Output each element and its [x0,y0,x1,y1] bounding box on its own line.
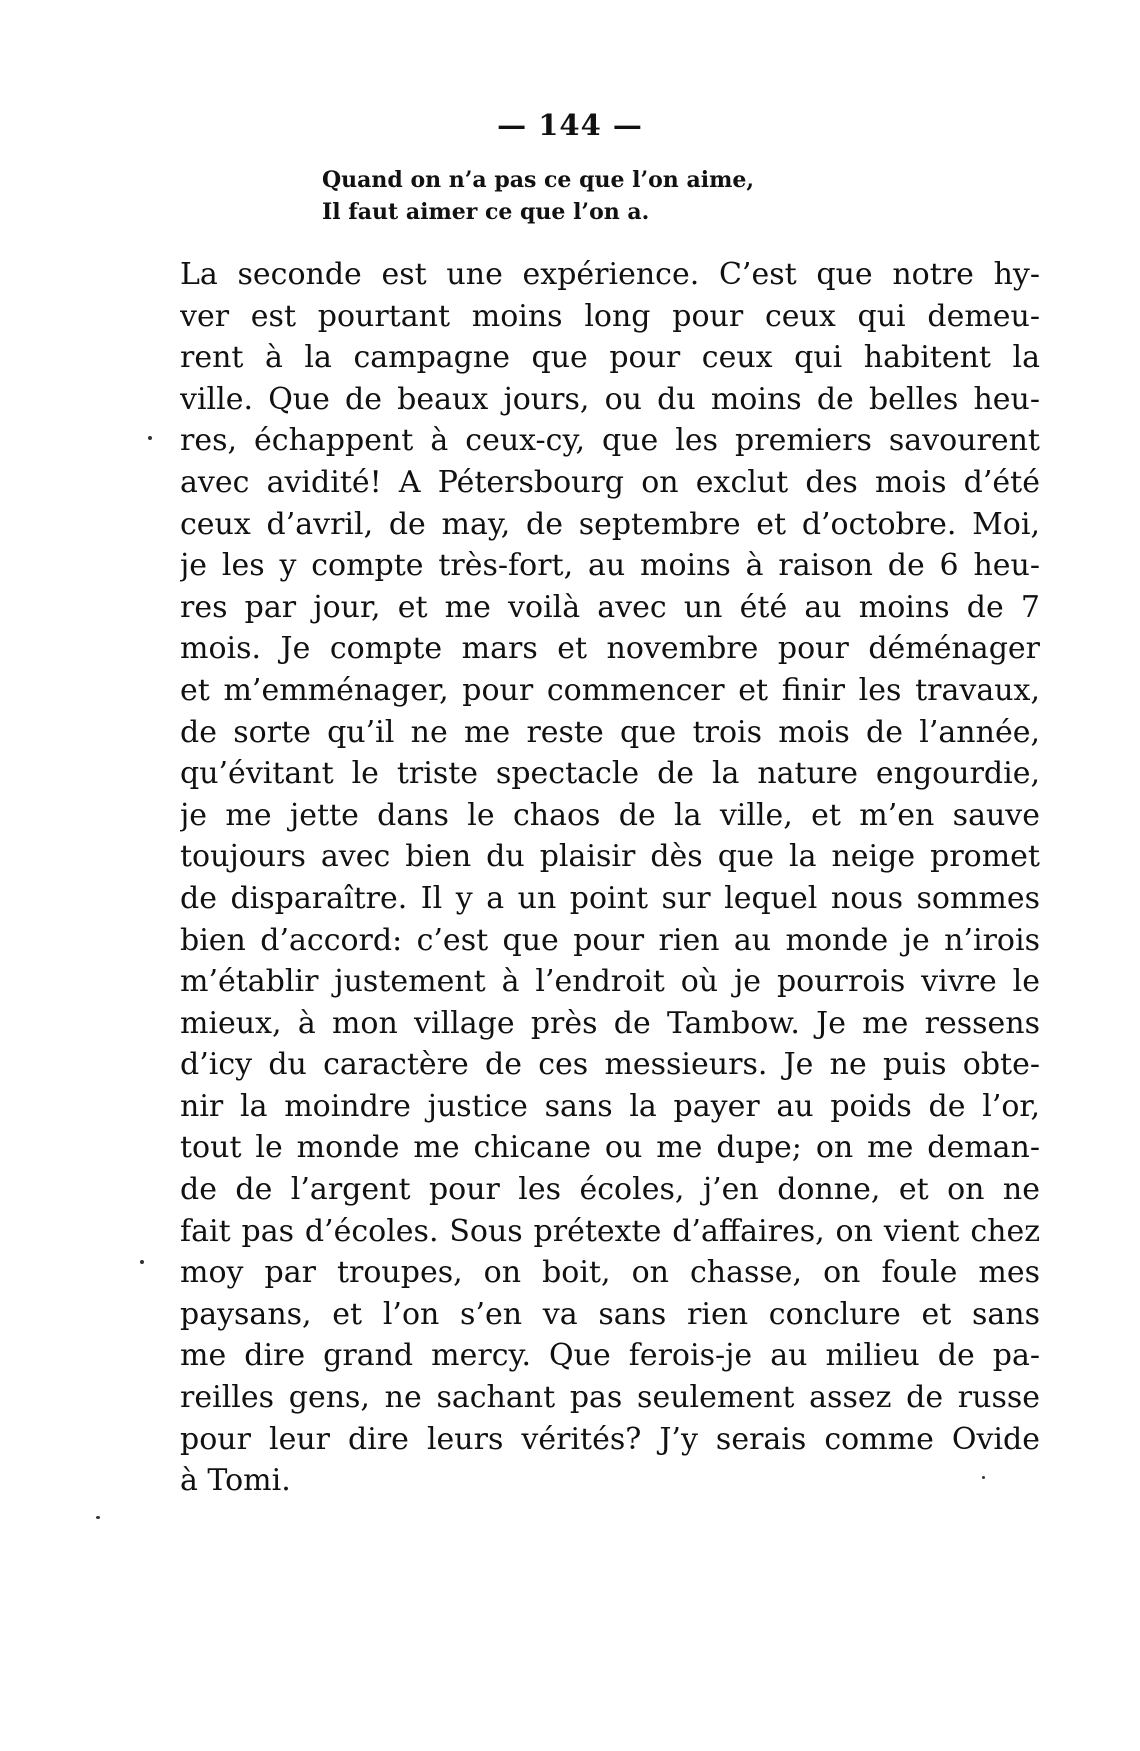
text-line: ville. Que de beaux jours, ou du moins de belles heu- [180,381,1040,417]
text-line: bien d’accord: c’est que pour rien au monde je n’irois [180,922,1040,958]
text-line: m’établir justement à l’endroit où je pourrois vivre le [180,964,1040,1000]
text-line: mieux, à mon village près de Tambow. Je me ressens [180,1005,1040,1041]
scan-speck [982,1476,985,1479]
text-line: pour leur dire leurs vérités? J’y serais comme Ovide [180,1421,1040,1457]
verse-line: Il faut aimer ce que l’on a. [322,199,650,225]
text-line: avec avidité! A Pétersbourg on exclut des mois d’été [180,464,1040,500]
text-line: de sorte qu’il ne me reste que trois mois de l’année, [180,714,1040,750]
text-line: je me jette dans le chaos de la ville, et m’en sauve [180,797,1040,833]
page-number: — 144 — [497,108,643,142]
text-line: moy par troupes, on boit, on chasse, on foule mes [180,1255,1040,1291]
text-line: La seconde est une expérience. C’est que notre hy- [180,257,1040,292]
body-paragraph [180,254,1040,1502]
verse-quotation [322,164,754,228]
verse-line: Quand on n’a pas ce que l’on aime, [322,167,755,193]
text-line: qu’évitant le triste spectacle de la nature engourdie, [180,756,1040,792]
text-line: de disparaître. Il y a un point sur lequel nous sommes [180,880,1040,916]
text-line: je les y compte très-fort, au moins à raison de 6 heu- [180,548,1040,584]
text-line: ceux d’avril, de may, de septembre et d’octobre. Moi, [180,506,1040,542]
text-line: à Tomi. [180,1463,291,1499]
text-line: rent à la campagne que pour ceux qui habitent la [180,340,1040,376]
text-line: me dire grand mercy. Que ferois-je au milieu de pa- [180,1338,1040,1374]
text-line: mois. Je compte mars et novembre pour déménager [180,631,1040,667]
text-line: fait pas d’écoles. Sous prétexte d’affaires, on vient chez [180,1213,1040,1249]
text-line: toujours avec bien du plaisir dès que la neige promet [180,839,1040,875]
scan-speck [148,436,152,440]
text-line: de de l’argent pour les écoles, j’en donne, et on ne [180,1172,1040,1208]
text-line: res, échappent à ceux-cy, que les premiers savourent [180,423,1040,459]
text-line: res par jour, et me voilà avec un été au moins de 7 [180,589,1040,625]
text-line: ver est pourtant moins long pour ceux qui demeu- [180,298,1040,334]
text-line: paysans, et l’on s’en va sans rien conclure et sans [180,1296,1040,1332]
scan-speck [96,1516,100,1519]
text-line: tout le monde me chicane ou me dupe; on me deman- [180,1130,1040,1166]
text-line: d’icy du caractère de ces messieurs. Je ne puis obte- [180,1047,1040,1083]
text-line: nir la moindre justice sans la payer au poids de l’or, [180,1088,1040,1124]
text-line: reilles gens, ne sachant pas seulement assez de russe [180,1380,1040,1416]
text-line: et m’emménager, pour commencer et finir les travaux, [180,672,1040,708]
scan-speck [140,1260,144,1264]
